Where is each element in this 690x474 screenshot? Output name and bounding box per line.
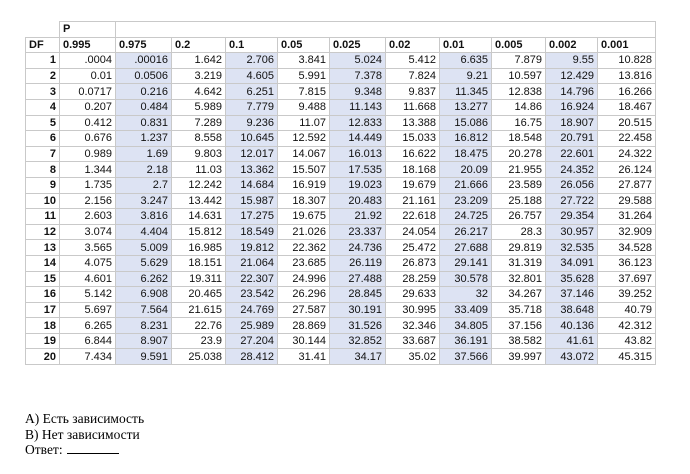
- table-cell: 25.989: [226, 318, 278, 334]
- table-row: [26, 53, 656, 69]
- table-cell: 43.82: [598, 333, 656, 349]
- df-cell: 10: [26, 193, 60, 209]
- table-cell: 9.55: [546, 53, 598, 69]
- table-row: [26, 271, 656, 287]
- df-header: DF: [26, 37, 60, 53]
- table-cell: 26.873: [386, 255, 440, 271]
- table-cell: 9.236: [226, 115, 278, 131]
- table-cell: 22.76: [172, 318, 226, 334]
- answer-line: [25, 442, 144, 458]
- table-row: [26, 333, 656, 349]
- df-cell: 12: [26, 224, 60, 240]
- table-cell: 25.472: [386, 240, 440, 256]
- p-row-blank: [172, 22, 226, 38]
- table-cell: 21.064: [226, 255, 278, 271]
- table-cell: 0.216: [116, 84, 172, 100]
- table-cell: 0.207: [60, 99, 116, 115]
- table-cell: 0.676: [60, 131, 116, 147]
- table-cell: 28.845: [330, 287, 386, 303]
- table-cell: 0.01: [60, 68, 116, 84]
- table-cell: 11.03: [172, 162, 226, 178]
- table-cell: 2.18: [116, 162, 172, 178]
- p-row-spacer: [26, 22, 60, 38]
- table-cell: 21.615: [172, 302, 226, 318]
- table-cell: 13.388: [386, 115, 440, 131]
- table-cell: 14.631: [172, 209, 226, 225]
- table-cell: 29.141: [440, 255, 492, 271]
- table-cell: 19.675: [278, 209, 330, 225]
- table-cell: 19.679: [386, 177, 440, 193]
- table-cell: 18.475: [440, 146, 492, 162]
- table-row: [26, 318, 656, 334]
- option-b: В) Нет зависимости: [25, 426, 140, 442]
- table-cell: 18.907: [546, 115, 598, 131]
- table-row: [26, 146, 656, 162]
- table-cell: 15.086: [440, 115, 492, 131]
- table-cell: 24.736: [330, 240, 386, 256]
- question-block: [25, 411, 144, 458]
- p-row-blank: [546, 22, 598, 38]
- df-cell: 2: [26, 68, 60, 84]
- p-value-header: 0.02: [386, 37, 440, 53]
- table-cell: 0.484: [116, 99, 172, 115]
- df-cell: 5: [26, 115, 60, 131]
- table-cell: 26.056: [546, 177, 598, 193]
- chi-square-table: [25, 21, 656, 365]
- df-cell: 7: [26, 146, 60, 162]
- table-cell: 4.605: [226, 68, 278, 84]
- table-cell: 17.535: [330, 162, 386, 178]
- table-cell: 9.348: [330, 84, 386, 100]
- table-cell: 4.075: [60, 255, 116, 271]
- table-cell: 24.054: [386, 224, 440, 240]
- table-cell: 2.156: [60, 193, 116, 209]
- table-cell: 34.528: [598, 240, 656, 256]
- p-value-header: 0.05: [278, 37, 330, 53]
- table-cell: 26.296: [278, 287, 330, 303]
- table-cell: 23.685: [278, 255, 330, 271]
- table-cell: 20.09: [440, 162, 492, 178]
- table-cell: 26.217: [440, 224, 492, 240]
- table-cell: 7.289: [172, 115, 226, 131]
- table-cell: 25.188: [492, 193, 546, 209]
- table-cell: 12.017: [226, 146, 278, 162]
- table-cell: 32.801: [492, 271, 546, 287]
- table-cell: 23.337: [330, 224, 386, 240]
- table-cell: 23.209: [440, 193, 492, 209]
- table-cell: 9.837: [386, 84, 440, 100]
- table-cell: 26.757: [492, 209, 546, 225]
- table-cell: 0.831: [116, 115, 172, 131]
- df-cell: 4: [26, 99, 60, 115]
- table-cell: 36.123: [598, 255, 656, 271]
- table-cell: 29.819: [492, 240, 546, 256]
- table-cell: 30.957: [546, 224, 598, 240]
- table-cell: 33.687: [386, 333, 440, 349]
- table-cell: 17.275: [226, 209, 278, 225]
- table-cell: 0.412: [60, 115, 116, 131]
- p-row-blank: [386, 22, 440, 38]
- table-cell: 20.515: [598, 115, 656, 131]
- table-cell: 29.588: [598, 193, 656, 209]
- table-cell: 31.526: [330, 318, 386, 334]
- table-cell: 5.697: [60, 302, 116, 318]
- table-cell: 40.136: [546, 318, 598, 334]
- table-cell: 39.997: [492, 349, 546, 365]
- p-value-header: 0.005: [492, 37, 546, 53]
- table-cell: 6.262: [116, 271, 172, 287]
- table-cell: 15.812: [172, 224, 226, 240]
- table-cell: 29.633: [386, 287, 440, 303]
- table-row: [26, 99, 656, 115]
- df-cell: 8: [26, 162, 60, 178]
- table-cell: 38.582: [492, 333, 546, 349]
- table-cell: 27.722: [546, 193, 598, 209]
- p-row-blank: [278, 22, 330, 38]
- table-cell: 33.409: [440, 302, 492, 318]
- table-cell: 7.879: [492, 53, 546, 69]
- chi-square-table-container: [25, 21, 656, 365]
- table-cell: 41.61: [546, 333, 598, 349]
- table-cell: 14.86: [492, 99, 546, 115]
- table-cell: 9.803: [172, 146, 226, 162]
- table-cell: 14.796: [546, 84, 598, 100]
- table-cell: .0004: [60, 53, 116, 69]
- table-cell: 2.7: [116, 177, 172, 193]
- df-cell: 1: [26, 53, 60, 69]
- table-cell: 27.204: [226, 333, 278, 349]
- table-cell: 23.589: [492, 177, 546, 193]
- table-cell: 5.991: [278, 68, 330, 84]
- table-cell: 23.9: [172, 333, 226, 349]
- table-cell: 8.231: [116, 318, 172, 334]
- p-label-row: [26, 22, 656, 38]
- table-cell: 11.668: [386, 99, 440, 115]
- table-cell: 27.587: [278, 302, 330, 318]
- table-cell: 20.483: [330, 193, 386, 209]
- df-cell: 20: [26, 349, 60, 365]
- table-cell: 18.168: [386, 162, 440, 178]
- table-cell: 1.344: [60, 162, 116, 178]
- table-cell: 21.955: [492, 162, 546, 178]
- p-value-header: 0.1: [226, 37, 278, 53]
- table-cell: 35.02: [386, 349, 440, 365]
- table-cell: 1.642: [172, 53, 226, 69]
- df-cell: 11: [26, 209, 60, 225]
- table-cell: 34.17: [330, 349, 386, 365]
- table-cell: 12.592: [278, 131, 330, 147]
- table-row: [26, 84, 656, 100]
- table-cell: 22.362: [278, 240, 330, 256]
- table-cell: 37.566: [440, 349, 492, 365]
- table-cell: 10.645: [226, 131, 278, 147]
- table-cell: 12.833: [330, 115, 386, 131]
- table-cell: 1.237: [116, 131, 172, 147]
- table-cell: 37.156: [492, 318, 546, 334]
- p-row-blank: [598, 22, 656, 38]
- table-cell: 10.597: [492, 68, 546, 84]
- table-cell: 4.642: [172, 84, 226, 100]
- table-cell: 0.0717: [60, 84, 116, 100]
- table-cell: 16.812: [440, 131, 492, 147]
- table-cell: 28.412: [226, 349, 278, 365]
- table-cell: 11.345: [440, 84, 492, 100]
- table-cell: 7.434: [60, 349, 116, 365]
- table-cell: 24.322: [598, 146, 656, 162]
- p-row-blank: [226, 22, 278, 38]
- table-row: [26, 255, 656, 271]
- table-cell: 16.924: [546, 99, 598, 115]
- table-cell: 2.603: [60, 209, 116, 225]
- table-cell: 13.442: [172, 193, 226, 209]
- table-row: [26, 349, 656, 365]
- table-cell: 15.987: [226, 193, 278, 209]
- p-value-header: 0.975: [116, 37, 172, 53]
- table-row: [26, 209, 656, 225]
- table-cell: 37.146: [546, 287, 598, 303]
- p-value-header: 0.002: [546, 37, 598, 53]
- table-cell: 6.251: [226, 84, 278, 100]
- header-row: [26, 37, 656, 53]
- table-cell: 3.841: [278, 53, 330, 69]
- df-cell: 17: [26, 302, 60, 318]
- table-cell: 27.877: [598, 177, 656, 193]
- table-cell: 16.622: [386, 146, 440, 162]
- table-cell: 15.507: [278, 162, 330, 178]
- table-cell: 26.124: [598, 162, 656, 178]
- table-cell: 16.013: [330, 146, 386, 162]
- table-cell: 14.067: [278, 146, 330, 162]
- table-cell: 23.542: [226, 287, 278, 303]
- table-row: [26, 193, 656, 209]
- table-row: [26, 287, 656, 303]
- p-value-header: 0.025: [330, 37, 386, 53]
- p-label: P: [60, 22, 116, 38]
- table-cell: 32.909: [598, 224, 656, 240]
- table-cell: 6.635: [440, 53, 492, 69]
- table-cell: 24.352: [546, 162, 598, 178]
- table-cell: 12.242: [172, 177, 226, 193]
- table-cell: 26.119: [330, 255, 386, 271]
- table-cell: 7.815: [278, 84, 330, 100]
- table-cell: 2.706: [226, 53, 278, 69]
- table-cell: 32.535: [546, 240, 598, 256]
- table-cell: 36.191: [440, 333, 492, 349]
- table-cell: 31.319: [492, 255, 546, 271]
- table-cell: 22.458: [598, 131, 656, 147]
- df-cell: 14: [26, 255, 60, 271]
- table-cell: 24.769: [226, 302, 278, 318]
- table-cell: 31.264: [598, 209, 656, 225]
- table-cell: 12.429: [546, 68, 598, 84]
- table-cell: 19.023: [330, 177, 386, 193]
- table-cell: 18.549: [226, 224, 278, 240]
- table-cell: 5.412: [386, 53, 440, 69]
- table-cell: 19.812: [226, 240, 278, 256]
- table-cell: 1.69: [116, 146, 172, 162]
- table-cell: 1.735: [60, 177, 116, 193]
- table-cell: 38.648: [546, 302, 598, 318]
- table-cell: 24.996: [278, 271, 330, 287]
- table-cell: 3.247: [116, 193, 172, 209]
- df-cell: 15: [26, 271, 60, 287]
- table-cell: 18.151: [172, 255, 226, 271]
- table-cell: 34.805: [440, 318, 492, 334]
- table-cell: 40.79: [598, 302, 656, 318]
- table-cell: 8.907: [116, 333, 172, 349]
- table-cell: 7.779: [226, 99, 278, 115]
- table-cell: 4.404: [116, 224, 172, 240]
- table-cell: 6.908: [116, 287, 172, 303]
- table-cell: 4.601: [60, 271, 116, 287]
- table-cell: 12.838: [492, 84, 546, 100]
- answer-blank[interactable]: [67, 442, 119, 454]
- table-cell: 19.311: [172, 271, 226, 287]
- answer-label: Ответ:: [25, 442, 63, 457]
- table-row: [26, 302, 656, 318]
- table-cell: 20.465: [172, 287, 226, 303]
- table-cell: 15.033: [386, 131, 440, 147]
- p-value-header: 0.995: [60, 37, 116, 53]
- table-cell: 28.259: [386, 271, 440, 287]
- table-cell: 16.985: [172, 240, 226, 256]
- table-cell: 32: [440, 287, 492, 303]
- p-row-blank: [492, 22, 546, 38]
- df-cell: 3: [26, 84, 60, 100]
- table-cell: 25.038: [172, 349, 226, 365]
- table-cell: 13.816: [598, 68, 656, 84]
- table-cell: 27.688: [440, 240, 492, 256]
- table-cell: 5.009: [116, 240, 172, 256]
- p-value-header: 0.2: [172, 37, 226, 53]
- table-row: [26, 68, 656, 84]
- table-cell: 16.266: [598, 84, 656, 100]
- table-cell: 18.307: [278, 193, 330, 209]
- table-cell: 16.919: [278, 177, 330, 193]
- table-cell: 18.467: [598, 99, 656, 115]
- table-cell: 3.565: [60, 240, 116, 256]
- table-cell: 27.488: [330, 271, 386, 287]
- table-cell: 21.161: [386, 193, 440, 209]
- table-cell: 31.41: [278, 349, 330, 365]
- table-cell: 13.362: [226, 162, 278, 178]
- table-cell: 11.07: [278, 115, 330, 131]
- table-cell: 22.307: [226, 271, 278, 287]
- table-cell: 3.219: [172, 68, 226, 84]
- table-cell: 8.558: [172, 131, 226, 147]
- table-cell: 3.816: [116, 209, 172, 225]
- table-cell: 29.354: [546, 209, 598, 225]
- table-cell: 18.548: [492, 131, 546, 147]
- table-cell: 6.265: [60, 318, 116, 334]
- table-cell: 30.144: [278, 333, 330, 349]
- table-cell: 13.277: [440, 99, 492, 115]
- table-cell: 21.026: [278, 224, 330, 240]
- table-cell: 5.024: [330, 53, 386, 69]
- df-cell: 16: [26, 287, 60, 303]
- table-cell: 5.142: [60, 287, 116, 303]
- df-cell: 6: [26, 131, 60, 147]
- table-cell: 22.618: [386, 209, 440, 225]
- table-cell: 3.074: [60, 224, 116, 240]
- table-cell: 32.346: [386, 318, 440, 334]
- option-a: А) Есть зависимость: [25, 411, 145, 426]
- df-cell: 18: [26, 318, 60, 334]
- table-cell: .00016: [116, 53, 172, 69]
- table-cell: 14.449: [330, 131, 386, 147]
- df-cell: 9: [26, 177, 60, 193]
- table-cell: 35.718: [492, 302, 546, 318]
- table-cell: 9.21: [440, 68, 492, 84]
- table-row: [26, 240, 656, 256]
- table-cell: 9.591: [116, 349, 172, 365]
- table-cell: 35.628: [546, 271, 598, 287]
- table-cell: 9.488: [278, 99, 330, 115]
- table-cell: 10.828: [598, 53, 656, 69]
- table-cell: 20.791: [546, 131, 598, 147]
- table-row: [26, 131, 656, 147]
- table-cell: 39.252: [598, 287, 656, 303]
- table-cell: 45.315: [598, 349, 656, 365]
- table-cell: 21.92: [330, 209, 386, 225]
- table-cell: 7.564: [116, 302, 172, 318]
- table-cell: 24.725: [440, 209, 492, 225]
- table-cell: 28.3: [492, 224, 546, 240]
- p-value-header: 0.001: [598, 37, 656, 53]
- table-cell: 7.378: [330, 68, 386, 84]
- table-row: [26, 177, 656, 193]
- table-row: [26, 162, 656, 178]
- p-value-header: 0.01: [440, 37, 492, 53]
- table-cell: 30.578: [440, 271, 492, 287]
- table-cell: 34.267: [492, 287, 546, 303]
- table-cell: 43.072: [546, 349, 598, 365]
- p-row-blank: [116, 22, 172, 38]
- df-cell: 19: [26, 333, 60, 349]
- table-row: [26, 224, 656, 240]
- table-cell: 30.191: [330, 302, 386, 318]
- table-cell: 16.75: [492, 115, 546, 131]
- table-cell: 6.844: [60, 333, 116, 349]
- table-cell: 5.989: [172, 99, 226, 115]
- table-row: [26, 115, 656, 131]
- p-row-blank: [440, 22, 492, 38]
- table-cell: 21.666: [440, 177, 492, 193]
- df-cell: 13: [26, 240, 60, 256]
- table-cell: 42.312: [598, 318, 656, 334]
- table-cell: 34.091: [546, 255, 598, 271]
- p-row-blank: [330, 22, 386, 38]
- table-cell: 0.989: [60, 146, 116, 162]
- table-cell: 11.143: [330, 99, 386, 115]
- table-cell: 30.995: [386, 302, 440, 318]
- table-cell: 7.824: [386, 68, 440, 84]
- table-cell: 20.278: [492, 146, 546, 162]
- table-cell: 0.0506: [116, 68, 172, 84]
- table-cell: 37.697: [598, 271, 656, 287]
- table-cell: 32.852: [330, 333, 386, 349]
- table-cell: 22.601: [546, 146, 598, 162]
- table-cell: 28.869: [278, 318, 330, 334]
- table-cell: 14.684: [226, 177, 278, 193]
- table-cell: 5.629: [116, 255, 172, 271]
